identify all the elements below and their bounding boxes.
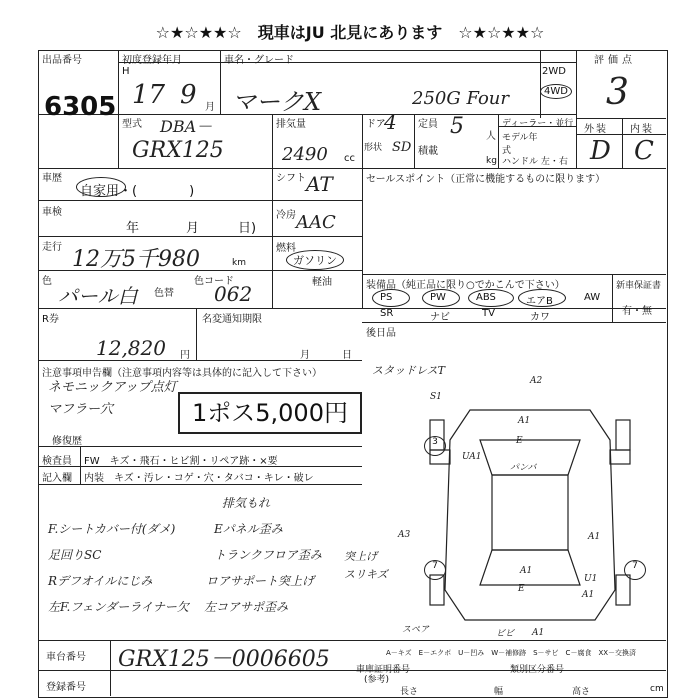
diagram-label-7-left: 7 [424, 560, 446, 580]
doors-shape: SD [392, 140, 412, 155]
price-stamp: 1ポス5,000円 [178, 392, 362, 434]
car-right-front-wheel [616, 420, 630, 450]
tax-label: 名変通知期限 [202, 314, 262, 325]
type-prefix: DBA－ [160, 117, 213, 136]
remark-4: 左F.フェンダーライナー欠 [48, 600, 189, 614]
equipment-ps: PS [380, 292, 393, 303]
equipment-tv: TV [482, 308, 495, 319]
tax-month: 月 [300, 350, 310, 361]
header-banner: ☆★☆★★☆ 現車はJU 北見にあります ☆★☆★★☆ [155, 23, 545, 42]
chassis-value: GRX125－0006605 [118, 647, 330, 672]
diagram-label-a3: A3 [398, 530, 411, 540]
diagram-label-s1: S1 [430, 392, 442, 402]
capacity-label: 定員 [418, 119, 438, 130]
equipment-leather: カワ [530, 312, 550, 323]
inspector-row1: FW キズ・飛石・ヒビ割・リペア跡・×要 [84, 456, 278, 467]
sales-point-label: セールスポイント（正常に機能するものに限ります） [366, 174, 606, 185]
registration-era: H [122, 66, 130, 77]
remark-b5: 左コアサポ歪み [204, 600, 289, 614]
load-unit: kg [486, 156, 497, 166]
inspection-month: 月 [186, 221, 200, 236]
diagram-note: スタッドレスT [372, 364, 446, 377]
diagram-label-a1-rear: A1 [520, 566, 533, 576]
history-circle [76, 177, 126, 197]
dealer-label: ディーラー・並行 [502, 119, 574, 129]
capacity-value: 5 [450, 114, 464, 139]
recycle-label: R券 [42, 314, 59, 325]
doors-shape-label: 形状 [364, 143, 383, 153]
warranty-label: 新車保証書 [616, 281, 662, 291]
shift-value: AT [306, 172, 333, 196]
doors-value: 4 [384, 110, 397, 134]
recycle-unit: 円 [180, 350, 190, 361]
inspection-label: 車検 [42, 207, 62, 218]
equipment-pw-circle [422, 289, 460, 307]
load-label: 積載 [418, 146, 438, 157]
equipment-pw: PW [430, 292, 446, 303]
fuel-selected: ガソリン [286, 250, 344, 270]
drive-4wd: 4WD [540, 84, 572, 99]
diagram-label-7-right: 7 [624, 560, 646, 580]
equipment-sr: SR [380, 308, 394, 319]
warranty-value: 有・無 [622, 306, 652, 317]
garage-cert-label: 車庫証明番号 [356, 665, 411, 675]
inspection-day: 日) [238, 221, 257, 236]
remark-c2: スリキズ [344, 568, 388, 581]
remark-b4: ロアサポート突上げ [206, 574, 315, 588]
registration-month: 9 [180, 80, 197, 110]
diagram-label-a1-right: A1 [588, 532, 601, 542]
car-right-rear-wheel [616, 575, 630, 605]
equipment-airbag-circle [518, 289, 566, 307]
cooling-label: 冷房 [276, 210, 296, 221]
remark-b2: Eパネル歪み [214, 522, 283, 536]
dimension-unit: cm [650, 684, 664, 694]
fuel-label: 燃料 [276, 243, 296, 254]
type-label: 型式 [122, 119, 142, 130]
registration-month-unit: 月 [205, 102, 215, 113]
model-grade: 250G Four [412, 88, 509, 109]
inspection-year: 年 [126, 221, 140, 236]
diagram-label-a1-bottom: A1 [532, 628, 545, 638]
diagram-label-a2: A2 [530, 376, 543, 386]
car-body-outline [445, 410, 615, 620]
height-label: 高さ [572, 687, 591, 697]
registration-label: 初度登録年月 [122, 55, 182, 66]
lot-number: 6305 [44, 92, 117, 122]
color-value: パール白 [58, 284, 138, 308]
handle-label: ハンドル 左・右 [502, 157, 568, 167]
remark-c1: 突上げ [344, 550, 377, 563]
fuel-other: 軽油 [312, 277, 332, 288]
damage-legend: A－キズ E－エクボ U－凹み W－補修跡 S－サビ C－腐食 XX－交換済 [386, 649, 637, 657]
equipment-navi: ナビ [430, 312, 450, 323]
diagram-label-e-front: E [516, 436, 523, 446]
equipment-label: 装備品（純正品に限り○でかこんで下さい） [366, 280, 565, 291]
equipment-aw: AW [584, 292, 601, 303]
mileage-label: 走行 [42, 242, 62, 253]
remark-3: Rデフオイルにじみ [48, 574, 153, 588]
equipment-airbag: エアB [526, 296, 553, 307]
diagram-label-bibi: ビビ [496, 629, 515, 639]
diagram-label-panba: パンバ [510, 463, 537, 473]
diagram-label-u1: U1 [584, 574, 598, 584]
diagram-label-spare: スペア [402, 625, 430, 635]
score-value: 3 [606, 72, 629, 113]
type-code: GRX125 [132, 138, 224, 163]
remark-2: 足回りSC [48, 548, 102, 562]
shift-label: シフト [276, 173, 306, 184]
displacement-unit: cc [344, 153, 355, 164]
score-ext-label: 外装 [584, 124, 608, 135]
score-int-label: 内装 [630, 124, 654, 135]
model-name: マークX [232, 88, 322, 116]
score-int: C [634, 136, 654, 166]
doors-label: ドア [366, 119, 386, 130]
width-label: 幅 [494, 687, 504, 697]
car-roof [492, 475, 568, 550]
remark-b3: トランクフロア歪み [214, 548, 322, 562]
color-code-label: 色コード [194, 276, 234, 287]
diagram-label-a1-corner: A1 [582, 590, 595, 600]
capacity-unit: 人 [486, 131, 496, 142]
displacement-label: 排気量 [276, 119, 306, 130]
car-right-mirror [610, 450, 630, 464]
color-label: 色 [42, 276, 52, 287]
backseat-label: 後日品 [366, 328, 396, 339]
reg-no-label: 登録番号 [46, 682, 86, 693]
chassis-label: 車台番号 [46, 652, 86, 663]
recycle-value: 12,820 [96, 336, 166, 360]
score-ext: D [590, 136, 611, 166]
inspector-label-1: 検査員 [42, 456, 72, 467]
inspector-row2: 内装 キズ・汚レ・コゲ・穴・タバコ・キレ・破レ [84, 473, 314, 484]
inspector-label-2: 記入欄 [42, 473, 72, 484]
notes-line1: ネモニックアップ点灯 [48, 380, 177, 395]
history-label: 車歴 [42, 173, 62, 184]
history-value: 自家用・( ) [80, 184, 195, 199]
lot-label: 出品番号 [42, 55, 82, 66]
drive-2wd: 2WD [542, 66, 566, 77]
displacement-value: 2490 [282, 144, 328, 165]
score-label: 評価点 [594, 55, 636, 66]
mileage-value: 12万5千980 [72, 247, 200, 272]
equipment-abs-circle [468, 289, 514, 307]
mileage-unit: km [232, 258, 246, 268]
remark-b1: 排気もれ [222, 496, 271, 510]
color-change-label: 色替 [154, 288, 174, 299]
garage-cert-ref: (参考) [364, 675, 390, 685]
model-label: 車名・グレード [224, 55, 294, 66]
equipment-abs: ABS [476, 292, 496, 303]
cooling-value: AAC [296, 212, 336, 233]
diagram-label-e-rear: E [518, 584, 525, 594]
tax-day: 日 [342, 350, 352, 361]
diagram-label-ua1: UA1 [462, 452, 482, 462]
equipment-ps-circle [372, 289, 410, 307]
category-label: 類別区分番号 [510, 665, 565, 675]
model-year-label: モデル年式 [502, 133, 538, 156]
repair-label: 修復歴 [52, 436, 82, 447]
remark-1: F.シートカバー付(ダメ) [48, 522, 176, 536]
diagram-label-a1-front: A1 [518, 416, 531, 426]
color-code: 062 [214, 282, 253, 306]
notes-line2: マフラー穴 [48, 402, 114, 417]
diagram-label-3-left: 3 [424, 436, 446, 456]
registration-year: 17 [132, 80, 166, 110]
notes-label: 注意事項申告欄（注意事項内容等は具体的に記入して下さい） [42, 368, 322, 379]
length-label: 長さ [400, 687, 419, 697]
